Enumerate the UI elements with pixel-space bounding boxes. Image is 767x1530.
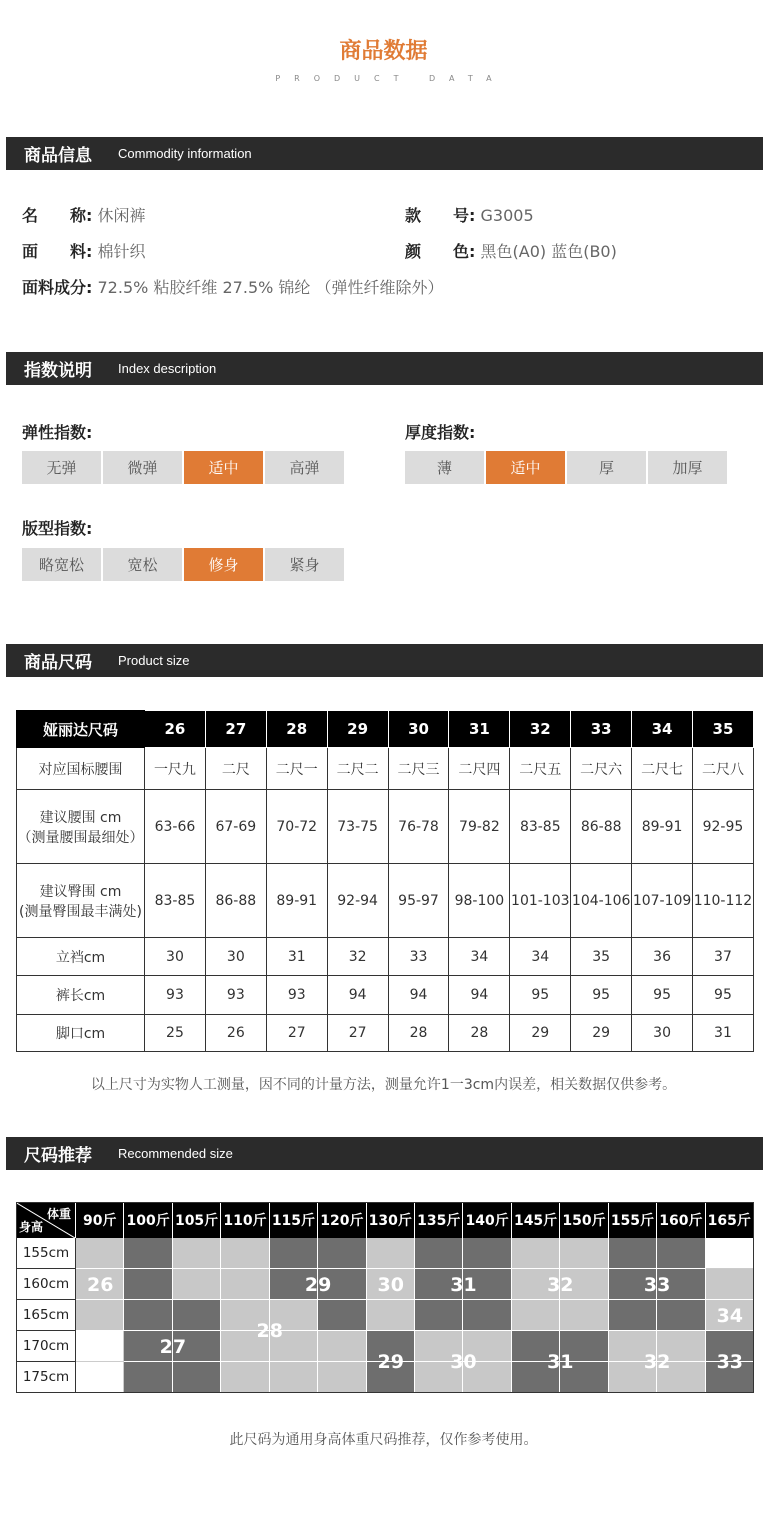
section-bar-index [6,352,763,385]
size-row-label-text: 脚口cm [55,1026,106,1042]
size-header-cell: 娅丽达尺码 [17,711,145,748]
size-grid-label: 33 [643,1273,671,1296]
size-cell: 30 [632,1015,693,1052]
info-fabric [22,239,146,262]
size-cell: 34 [449,938,510,976]
size-cell: 93 [205,976,266,1015]
fit-label: 版型指数: [22,519,93,538]
weight-header: 150斤 [560,1202,608,1238]
size-header-cell: 29 [327,711,388,748]
size-cell: 93 [145,976,206,1015]
size-cell: 83-85 [510,790,571,864]
size-cell: 89-91 [632,790,693,864]
thickness-option: 适中 [486,451,565,484]
size-grid-label: 28 [256,1320,283,1342]
section-title: 商品尺码 [24,653,92,673]
size-grid-label: 26 [86,1273,114,1296]
size-cell: 83-85 [145,864,206,938]
size-header-cell: 30 [388,711,449,748]
size-row-label [17,976,145,1015]
size-row-label-text: 裤长cm [55,988,106,1004]
elasticity-option: 无弹 [22,451,101,484]
section-title: 尺码推荐 [24,1146,92,1166]
size-row-label [17,790,145,864]
size-table-header [17,711,754,748]
size-cell: 35 [571,938,632,976]
fit-scale [22,548,344,581]
section-subtitle: Recommended size [118,1146,233,1161]
size-cell: 29 [510,1015,571,1052]
size-cell: 32 [327,938,388,976]
size-grid-label: 29 [377,1351,405,1373]
size-cell: 104-106 [571,864,632,938]
height-label: 165cm [16,1300,76,1331]
size-cell: 30 [145,938,206,976]
elasticity-option: 适中 [184,451,263,484]
size-row-label [17,938,145,976]
section-bar-recommend [6,1137,763,1170]
size-cell: 二尺二 [327,748,388,790]
fit-option: 宽松 [103,548,182,581]
size-cell: 63-66 [145,790,206,864]
size-table [16,710,754,1052]
size-table-row [17,748,754,790]
size-cell: 67-69 [205,790,266,864]
size-table-row [17,790,754,864]
elasticity-option: 微弹 [103,451,182,484]
size-cell: 79-82 [449,790,510,864]
height-label: 155cm [16,1238,76,1269]
section-subtitle: Index description [118,361,217,376]
size-cell: 94 [327,976,388,1015]
info-style-label: 款 号: [405,206,476,225]
size-grid-label: 32 [643,1351,671,1373]
info-fabric-value: 棉针织 [97,242,146,261]
info-color-value: 黑色(A0) 蓝色(B0) [480,242,617,261]
weight-header: 145斤 [512,1202,560,1238]
weight-header: 115斤 [270,1202,318,1238]
size-cell: 95 [571,976,632,1015]
fit-option: 紧身 [265,548,344,581]
size-cell: 94 [388,976,449,1015]
info-fabric-label: 面 料: [22,242,93,261]
size-cell: 98-100 [449,864,510,938]
size-cell: 一尺九 [145,748,206,790]
size-header-cell: 33 [571,711,632,748]
size-cell: 31 [693,1015,754,1052]
thickness-scale [405,451,727,484]
size-cell: 二尺五 [510,748,571,790]
weight-header: 105斤 [173,1202,221,1238]
size-note: 以上尺寸为实物人工测量，因不同的计量方法，测量允许1一3cm内误差，相关数据仅供参考。 [90,1077,677,1093]
size-cell: 110-112 [693,864,754,938]
size-cell: 36 [632,938,693,976]
size-cell: 73-75 [327,790,388,864]
weight-header: 160斤 [657,1202,705,1238]
weight-header: 90斤 [76,1202,124,1238]
section-bar-size [6,644,763,677]
elasticity-label: 弹性指数: [22,423,93,442]
size-grid-label: 31 [450,1273,477,1296]
size-cell: 28 [388,1015,449,1052]
weight-header: 165斤 [706,1202,754,1238]
size-cell: 二尺一 [266,748,327,790]
thickness-option: 薄 [405,451,484,484]
size-cell: 27 [266,1015,327,1052]
size-header-cell: 27 [205,711,266,748]
size-table-row [17,938,754,976]
size-grid-label: 31 [547,1351,574,1373]
size-row-label [17,748,145,790]
size-grid-label: 34 [716,1304,744,1327]
size-cell: 二尺六 [571,748,632,790]
size-grid-label: 29 [304,1273,332,1296]
info-name [22,203,146,226]
size-cell: 94 [449,976,510,1015]
size-header-cell: 34 [632,711,693,748]
section-title: 商品信息 [24,146,92,166]
size-cell: 95 [693,976,754,1015]
size-header-cell: 35 [693,711,754,748]
size-cell: 86-88 [571,790,632,864]
fit-option: 修身 [184,548,263,581]
size-row-label-text: 立裆cm [55,949,106,966]
size-grid-label: 32 [547,1273,574,1296]
size-grid-label: 27 [159,1335,187,1358]
size-row-label-note: (测量臀围最丰满处) [19,903,142,920]
size-cell: 33 [388,938,449,976]
fit-option: 略宽松 [22,548,101,581]
info-color [405,239,617,262]
info-composition-label: 面料成分: [22,278,93,297]
size-header-cell: 28 [266,711,327,748]
size-cell: 二尺四 [449,748,510,790]
size-row-label-text: 建议腰围 cm [39,809,122,826]
size-cell: 二尺 [205,748,266,790]
section-title: 指数说明 [24,361,92,381]
info-name-label: 名 称: [22,206,93,225]
info-name-value: 休闲裤 [97,206,146,225]
page-title: 商品数据 [339,39,428,64]
size-cell: 95-97 [388,864,449,938]
size-row-label-note: （测量腰围最细处） [17,829,144,846]
info-color-label: 颜 色: [405,242,476,261]
size-table-row [17,976,754,1015]
size-cell: 76-78 [388,790,449,864]
info-composition-value: 72.5% 粘胶纤维 27.5% 锦纶 （弹性纤维除外） [97,278,444,297]
weight-header: 100斤 [124,1202,172,1238]
elasticity-scale [22,451,344,484]
weight-header: 120斤 [318,1202,366,1238]
size-cell: 30 [205,938,266,976]
height-label: 175cm [16,1362,76,1393]
size-cell: 92-94 [327,864,388,938]
size-cell: 107-109 [632,864,693,938]
size-table-row [17,1015,754,1052]
size-header-cell: 32 [510,711,571,748]
size-cell: 29 [571,1015,632,1052]
size-cell: 89-91 [266,864,327,938]
thickness-option: 厚 [567,451,646,484]
recommend-chart [16,1202,754,1394]
size-cell: 31 [266,938,327,976]
size-row-label-text: 对应国标腰围 [38,761,123,778]
size-cell: 86-88 [205,864,266,938]
size-cell: 37 [693,938,754,976]
height-label: 160cm [16,1269,76,1300]
info-composition [22,275,444,298]
size-cell: 70-72 [266,790,327,864]
weight-header: 110斤 [221,1202,269,1238]
size-cell: 92-95 [693,790,754,864]
size-row-label [17,864,145,938]
size-cell: 二尺七 [632,748,693,790]
size-cell: 26 [205,1015,266,1052]
size-cell: 二尺八 [693,748,754,790]
size-grid-label: 33 [716,1351,744,1373]
size-cell: 27 [327,1015,388,1052]
size-header-cell: 26 [145,711,206,748]
corner-weight: 体重 [46,1207,71,1221]
size-grid-label: 30 [377,1273,405,1296]
size-cell: 95 [632,976,693,1015]
section-bar-commodity [6,137,763,170]
weight-header: 135斤 [415,1202,463,1238]
section-subtitle: Commodity information [118,146,252,161]
recommend-note: 此尺码为通用身高体重尺码推荐，仅作参考使用。 [229,1432,538,1448]
size-cell: 二尺三 [388,748,449,790]
thickness-label: 厚度指数: [405,423,476,442]
size-header-cell: 31 [449,711,510,748]
weight-header: 130斤 [367,1202,415,1238]
thickness-option: 加厚 [648,451,727,484]
height-label: 170cm [16,1331,76,1362]
info-style-value: G3005 [480,206,534,225]
size-cell: 34 [510,938,571,976]
size-grid-label: 30 [450,1351,477,1373]
page-subtitle: PRODUCT DATA [275,74,506,83]
size-row-label-text: 建议臀围 cm [39,883,122,900]
size-cell: 28 [449,1015,510,1052]
corner-height: 身高 [19,1220,44,1234]
size-cell: 93 [266,976,327,1015]
size-table-row [17,864,754,938]
size-row-label [17,1015,145,1052]
section-subtitle: Product size [118,653,190,668]
size-cell: 95 [510,976,571,1015]
weight-header: 140斤 [463,1202,511,1238]
weight-header: 155斤 [609,1202,657,1238]
size-cell: 25 [145,1015,206,1052]
info-style [405,203,534,226]
size-cell: 101-103 [510,864,571,938]
elasticity-option: 高弹 [265,451,344,484]
